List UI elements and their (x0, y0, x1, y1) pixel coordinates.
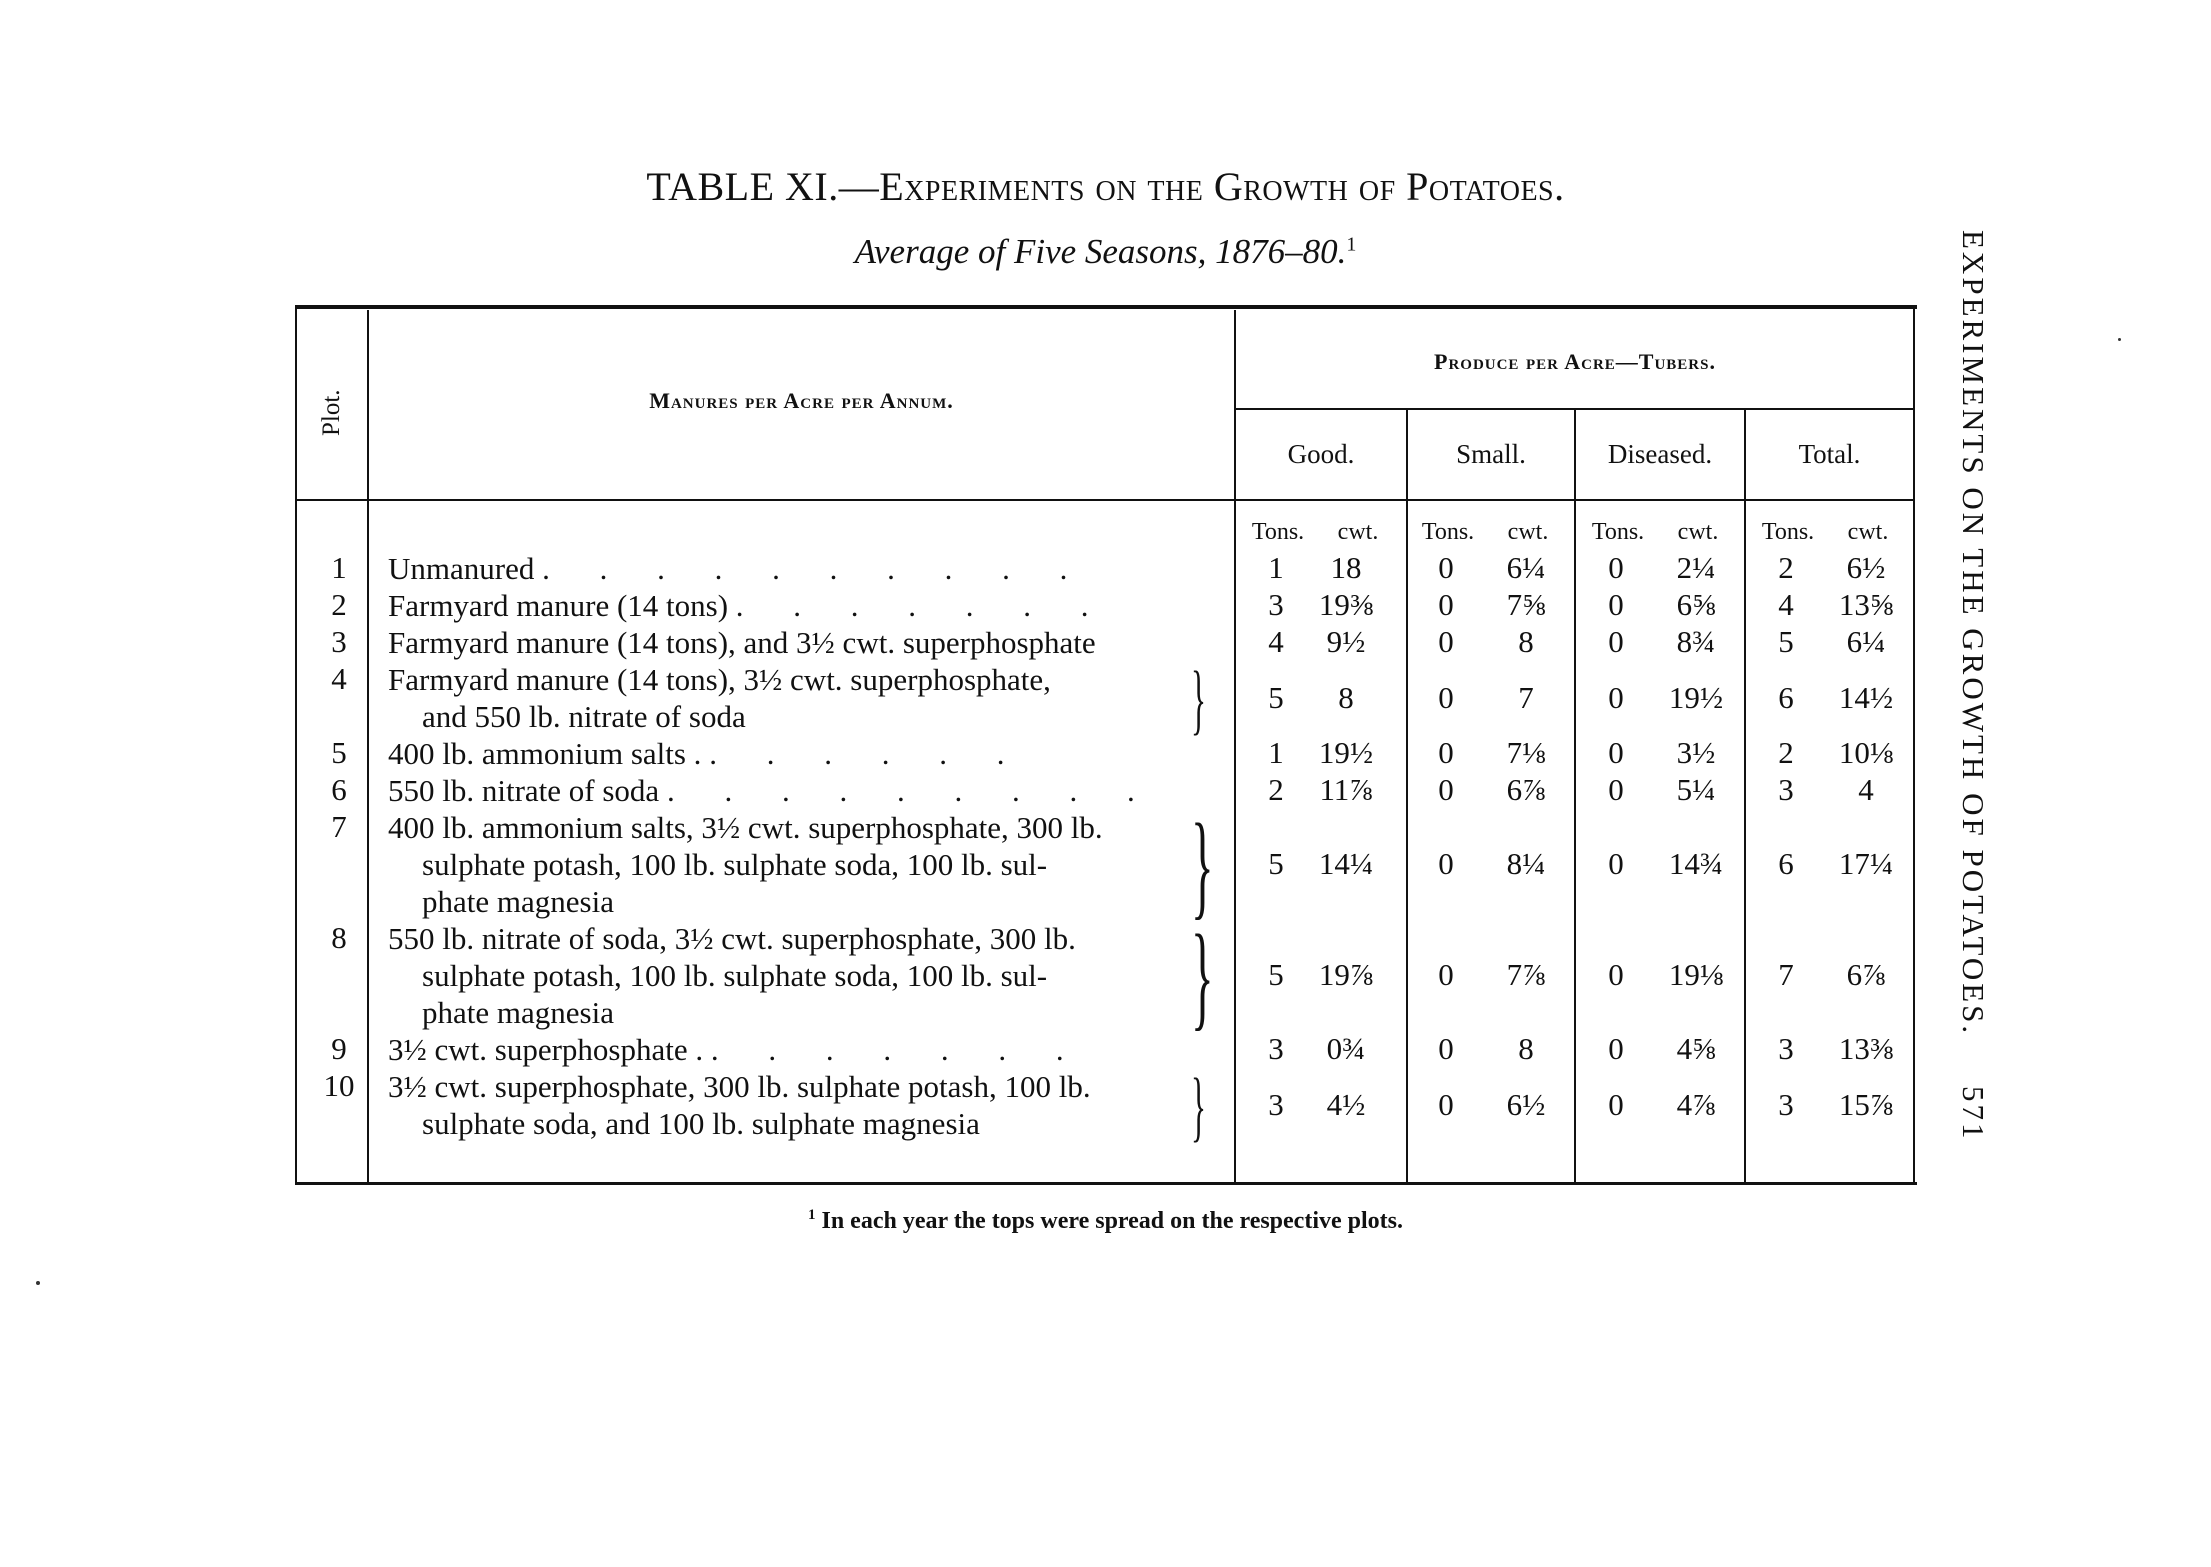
subtitle-text: Average of Five Seasons, 1876–80. (854, 232, 1347, 271)
manure-line: 400 lb. ammonium salts . (388, 736, 702, 771)
total-tons: 2 (1778, 735, 1794, 770)
right-brace: } (1191, 655, 1206, 742)
header-manures: Manures per Acre per Annum. (649, 388, 954, 413)
right-brace: } (1191, 799, 1214, 930)
good-tons: 3 (1268, 1031, 1284, 1066)
diseased-tons: 0 (1608, 1031, 1624, 1066)
plot-number: 9 (331, 1031, 347, 1066)
diseased-cwt: 19⅛ (1668, 957, 1724, 992)
leader-dots: . . . . . . . (710, 1032, 1085, 1067)
scan-speck (36, 1281, 40, 1285)
unit-cwt: cwt. (1337, 519, 1379, 545)
diseased-cwt: 3½ (1676, 735, 1716, 770)
plot-number: 1 (331, 550, 347, 585)
good-cwt: 19½ (1318, 735, 1374, 770)
small-cwt: 6½ (1506, 1087, 1546, 1122)
header-produce: Produce per Acre—Tubers. (1434, 349, 1716, 374)
footnote-mark: 1 (807, 1207, 816, 1223)
diseased-tons: 0 (1608, 735, 1624, 770)
leader-dots: . . . . . . . . . . (542, 551, 1089, 586)
manure-line: phate magnesia (422, 995, 614, 1030)
header-diseased: Diseased. (1607, 439, 1713, 469)
table-left-border (295, 305, 297, 1183)
manure-line: sulphate soda, and 100 lb. sulphate magnesia (422, 1106, 980, 1141)
header-plot: Plot. (318, 389, 345, 437)
good-cwt: 8 (1338, 680, 1354, 715)
small-cwt: 7⅝ (1506, 587, 1546, 622)
manure-description (388, 661, 1051, 735)
title-caps: Experiments on the Growth of Potatoes. (879, 164, 1565, 209)
diseased-cwt: 19½ (1668, 680, 1724, 715)
diseased-cwt: 2¼ (1676, 550, 1716, 585)
header-bottom-rule (297, 499, 1913, 501)
manure-line: Unmanured (388, 551, 535, 586)
manure-line: 550 lb. nitrate of soda (388, 773, 660, 808)
manure-description (388, 550, 1088, 587)
small-tons: 0 (1438, 735, 1454, 770)
good-tons: 1 (1268, 735, 1284, 770)
good-tons: 4 (1268, 624, 1284, 659)
total-tons: 7 (1778, 957, 1794, 992)
unit-cwt: cwt. (1677, 519, 1719, 545)
manure-line: Farmyard manure (14 tons), 3½ cwt. superphosphate, (388, 662, 1051, 697)
diseased-cwt: 4⅞ (1676, 1087, 1716, 1122)
total-tons: 5 (1778, 624, 1794, 659)
good-cwt: 14¼ (1318, 846, 1374, 881)
diseased-tons: 0 (1608, 957, 1624, 992)
good-cwt: 18 (1330, 550, 1362, 585)
small-tons: 0 (1438, 680, 1454, 715)
small-diseased-divider (1574, 410, 1576, 1182)
plot-number: 10 (323, 1068, 355, 1103)
total-tons: 2 (1778, 550, 1794, 585)
total-cwt: 10⅛ (1838, 735, 1894, 770)
table-right-border (1913, 305, 1915, 1183)
diseased-tons: 0 (1608, 624, 1624, 659)
plot-number: 5 (331, 735, 347, 770)
diseased-cwt: 5¼ (1676, 772, 1716, 807)
total-cwt: 4 (1858, 772, 1874, 807)
manure-description (388, 587, 1110, 624)
small-tons: 0 (1438, 846, 1454, 881)
good-cwt: 19⅞ (1318, 957, 1374, 992)
plot-number: 8 (331, 920, 347, 955)
unit-tons: Tons. (1591, 519, 1645, 545)
small-tons: 0 (1438, 587, 1454, 622)
unit-cwt: cwt. (1507, 519, 1549, 545)
total-tons: 3 (1778, 1031, 1794, 1066)
diseased-total-divider (1744, 410, 1746, 1182)
manure-line: sulphate potash, 100 lb. sulphate soda, 100 lb. sul- (422, 958, 1048, 993)
diseased-tons: 0 (1608, 772, 1624, 807)
total-cwt: 6½ (1846, 550, 1886, 585)
good-tons: 3 (1268, 1087, 1284, 1122)
footnote (0, 1207, 2211, 1235)
small-tons: 0 (1438, 1031, 1454, 1066)
table-bottom-rule (295, 1182, 1917, 1185)
leader-dots: . . . . . . . . . (666, 773, 1156, 808)
total-cwt: 14½ (1838, 680, 1894, 715)
total-cwt: 13⅜ (1838, 1031, 1894, 1066)
small-cwt: 8 (1518, 1031, 1534, 1066)
total-tons: 3 (1778, 1087, 1794, 1122)
leader-dots: . . . . . . . (735, 588, 1110, 623)
running-head (1955, 230, 1991, 1142)
manure-line: 400 lb. ammonium salts, 3½ cwt. superphosphate, 300 lb. (388, 810, 1103, 845)
small-cwt: 6¼ (1506, 550, 1546, 585)
small-cwt: 6⅞ (1506, 772, 1546, 807)
manure-line: Farmyard manure (14 tons) (388, 588, 729, 623)
manure-description (388, 735, 1025, 772)
good-tons: 5 (1268, 846, 1284, 881)
footnote-marker: 1 (1346, 233, 1357, 256)
diseased-cwt: 14¾ (1668, 846, 1724, 881)
good-cwt: 19⅜ (1318, 587, 1374, 622)
good-cwt: 11⅞ (1319, 772, 1373, 807)
unit-tons: Tons. (1421, 519, 1475, 545)
total-tons: 3 (1778, 772, 1794, 807)
manure-description (388, 920, 1076, 1031)
title-prefix: TABLE XI.— (646, 164, 880, 209)
table-subtitle (0, 232, 2211, 272)
total-tons: 6 (1778, 846, 1794, 881)
table-top-rule (295, 305, 1917, 309)
manure-line: phate magnesia (422, 884, 614, 919)
header-total: Total. (1798, 439, 1861, 469)
header-small: Small. (1456, 439, 1526, 469)
diseased-tons: 0 (1608, 550, 1624, 585)
small-cwt: 7⅛ (1506, 735, 1546, 770)
total-cwt: 6¼ (1846, 624, 1886, 659)
small-cwt: 8 (1518, 624, 1534, 659)
manure-line: 3½ cwt. superphosphate, 300 lb. sulphate potash, 100 lb. (388, 1069, 1091, 1104)
small-tons: 0 (1438, 957, 1454, 992)
small-cwt: 8¼ (1506, 846, 1546, 881)
plot-number: 7 (331, 809, 347, 844)
right-brace: } (1191, 1062, 1206, 1149)
diseased-cwt: 4⅝ (1676, 1031, 1716, 1066)
manure-description (388, 1031, 1085, 1068)
running-head-text: EXPERIMENTS ON THE GROWTH OF POTATOES. (1956, 230, 1991, 1037)
manure-line: 3½ cwt. superphosphate . (388, 1032, 704, 1067)
leader-dots: . . . . . . (709, 736, 1026, 771)
small-tons: 0 (1438, 1087, 1454, 1122)
plot-number: 6 (331, 772, 347, 807)
total-cwt: 13⅝ (1838, 587, 1894, 622)
page-number: 571 (1956, 1086, 1991, 1142)
manure-description (388, 624, 1096, 661)
small-cwt: 7 (1518, 680, 1534, 715)
good-tons: 3 (1268, 587, 1284, 622)
manure-line: and 550 lb. nitrate of soda (422, 699, 746, 734)
unit-tons: Tons. (1761, 519, 1815, 545)
total-tons: 6 (1778, 680, 1794, 715)
good-cwt: 4½ (1326, 1087, 1366, 1122)
unit-cwt: cwt. (1847, 519, 1889, 545)
plot-number: 4 (331, 661, 347, 696)
manure-description (388, 772, 1156, 809)
total-cwt: 6⅞ (1846, 957, 1886, 992)
diseased-tons: 0 (1608, 587, 1624, 622)
diseased-tons: 0 (1608, 680, 1624, 715)
manure-description (388, 1068, 1091, 1142)
header-good: Good. (1287, 439, 1355, 469)
good-cwt: 0¾ (1326, 1031, 1366, 1066)
plot-number: 3 (331, 624, 347, 659)
good-tons: 5 (1268, 680, 1284, 715)
diseased-cwt: 8¾ (1676, 624, 1716, 659)
small-tons: 0 (1438, 624, 1454, 659)
good-cwt: 9½ (1326, 624, 1366, 659)
unit-tons: Tons. (1251, 519, 1305, 545)
footnote-text: In each year the tops were spread on the respective plots. (821, 1208, 1403, 1234)
small-cwt: 7⅞ (1506, 957, 1546, 992)
table-title (0, 163, 2211, 210)
right-brace: } (1191, 910, 1214, 1041)
small-tons: 0 (1438, 772, 1454, 807)
manure-description (388, 809, 1103, 920)
total-cwt: 17¼ (1838, 846, 1894, 881)
small-tons: 0 (1438, 550, 1454, 585)
scan-speck (2118, 338, 2121, 341)
manure-line: 550 lb. nitrate of soda, 3½ cwt. superphosphate, 300 lb. (388, 921, 1076, 956)
manure-line: Farmyard manure (14 tons), and 3½ cwt. superphosphate (388, 625, 1096, 660)
total-tons: 4 (1778, 587, 1794, 622)
good-tons: 1 (1268, 550, 1284, 585)
plot-number: 2 (331, 587, 347, 622)
good-tons: 5 (1268, 957, 1284, 992)
total-cwt: 15⅞ (1838, 1087, 1894, 1122)
diseased-tons: 0 (1608, 1087, 1624, 1122)
manure-line: sulphate potash, 100 lb. sulphate soda, 100 lb. sul- (422, 847, 1048, 882)
diseased-tons: 0 (1608, 846, 1624, 881)
diseased-cwt: 6⅝ (1676, 587, 1716, 622)
good-tons: 2 (1268, 772, 1284, 807)
